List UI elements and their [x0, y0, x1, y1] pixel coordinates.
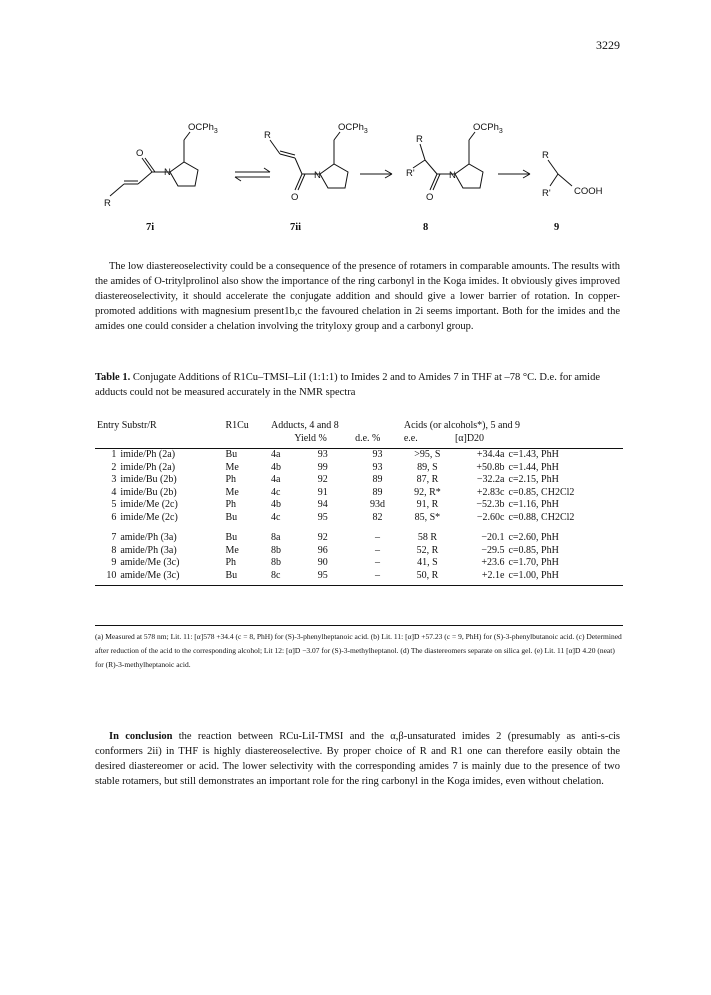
table-cell: +34.4a [476, 449, 505, 460]
col-entry-substr: Entry Substr/R [97, 420, 157, 431]
table-cell: 52, R [416, 544, 439, 556]
compound-label-8: 8 [423, 222, 429, 233]
table-cell: 82 [372, 511, 383, 523]
col-adducts: Adducts, 4 and 8 [271, 420, 339, 431]
conclusion-text: the reaction between RCu-LiI-TMSI and the α,β-unsaturated imides 2 (presumably as anti-s-cis conformers 2ii) in THF is highly diastereoselective. By proper choice of R and R1 one can therefore easily obtain the desired diastereomer or acid. The lower selectivity with the corresponding amides 7 is mainly due to the presence of two stable rotamers, but still demonstrates an important role for the ring carbonyl in the Koga imides, even without chelation. [95, 730, 621, 787]
table-cell: Bu [225, 569, 238, 581]
svg-text:R': R' [542, 188, 551, 199]
table-cell: 93 [317, 449, 328, 460]
table-cell: Ph [225, 557, 237, 568]
table-row [95, 462, 623, 475]
col-rotation: [α]D20 [454, 432, 485, 444]
table-cell: c=2.15, PhH [508, 474, 559, 485]
table-row [95, 474, 623, 487]
svg-text:N: N [449, 170, 456, 181]
table-cell: 89 [372, 486, 383, 498]
table-cell: 87, R [416, 474, 439, 485]
table-cell: 8a [271, 532, 281, 543]
table-cell: amide/Ph (3a) [120, 532, 177, 543]
col-r1cu: R1Cu [225, 420, 249, 431]
table-cell: c=0.88, CH2Cl2 [508, 511, 575, 523]
reaction-scheme [80, 110, 640, 260]
table-cell: Me [225, 544, 239, 556]
pyrrolidine-ring-7i [170, 162, 198, 186]
table-cell: 91, R [416, 499, 439, 510]
table-cell: +2.1e [481, 569, 505, 581]
pyrrolidine-ring-8 [455, 164, 483, 188]
table-cell: 93d [369, 499, 385, 510]
table-footnotes: (a) Measured at 578 nm; Lit. 11: [α]578 +34.4 (c = 8, PhH) for (S)-3-phenylheptanoic acid. (b) Lit. 11: [α]D +57.23 (c = 9, PhH) for (S)-3-phenylbutanoic acid. (c) Determined after reduction of the acid to the corresponding alcohol; Lit 12: [α]D −3.07 for (S)-3-methylheptanol. (d) The diastereomers separate on silica gel. (e) Lit. 11 [α]D 4.20 (neat) for (R)-3-methylheptanoic acid. [95, 625, 623, 672]
table-cell: +50.8b [476, 461, 505, 473]
table-row [95, 487, 623, 500]
table-cell: 92 [317, 474, 328, 485]
table-cell: c=0.85, PhH [508, 544, 559, 556]
pyrrolidine-ring-7ii [320, 164, 348, 188]
table-cell: 92, R* [414, 486, 441, 498]
table-cell: imide/Bu (2b) [120, 474, 177, 485]
table-cell: amide/Me (3c) [120, 557, 180, 568]
table-cell: Bu [225, 532, 238, 543]
table-cell: c=1.16, PhH [508, 499, 559, 510]
scheme-labels [104, 122, 603, 233]
table-cell: 89, S [417, 461, 438, 473]
col-yield: Yield % [294, 432, 327, 444]
svg-text:N: N [164, 167, 171, 178]
table-cell: 4b [271, 499, 281, 510]
table-cell: 90 [317, 557, 328, 568]
compound-label-7ii: 7ii [290, 222, 302, 233]
table-cell: 4a [271, 449, 281, 460]
table-cell: 50, R [416, 569, 439, 581]
table-cell: 4b [271, 461, 281, 473]
otrityl-label-8: OCPh$_3$ [473, 122, 503, 135]
table-cell: c=1.00, PhH [508, 569, 559, 581]
table-cell: 95 [317, 569, 328, 581]
conclusion-paragraph [95, 729, 620, 789]
table-cell: 4c [271, 486, 281, 498]
table-row [95, 532, 623, 545]
table-cell: c=1.70, PhH [508, 557, 559, 568]
svg-text:R: R [542, 150, 549, 161]
table-cell: imide/Me (2c) [120, 499, 178, 510]
table-cell: 96 [317, 544, 328, 556]
table-cell: c=1.43, PhH [508, 449, 559, 460]
table-cell: 2 [111, 461, 117, 473]
table-cell: Bu [225, 449, 238, 460]
table-cell: >95, S [414, 449, 441, 460]
table-cell: Me [225, 461, 239, 473]
table-cell: 8b [271, 557, 281, 568]
table-cell: amide/Ph (3a) [120, 544, 177, 556]
table-cell: 85, S* [414, 511, 441, 523]
table-cell: imide/Bu (2b) [120, 486, 177, 498]
svg-text:O: O [136, 148, 144, 159]
table-cell: c=2.60, PhH [508, 532, 559, 543]
amide-rows [95, 532, 623, 582]
compound-label-9: 9 [554, 222, 560, 233]
table-cell: 94 [317, 499, 328, 510]
svg-text:N: N [314, 170, 321, 181]
table-cell: 95 [317, 511, 328, 523]
table-cell: 5 [111, 499, 117, 510]
table-cell: 9 [111, 557, 117, 568]
table-cell: +23.6 [481, 557, 505, 568]
svg-text:R': R' [406, 168, 415, 179]
table-cell: +2.83c [476, 486, 505, 498]
table-cell: 4c [271, 511, 281, 523]
col-acids: Acids (or alcohols*), 5 and 9 [403, 420, 520, 431]
table-cell: 8 [111, 544, 117, 556]
table-cell: imide/Ph (2a) [120, 461, 176, 473]
table-cell: 93 [372, 449, 383, 460]
table-cell: 7 [111, 532, 117, 543]
table-cell: −29.5 [481, 544, 505, 556]
table-cell: −20.1 [481, 532, 505, 543]
table-cell: 58 R [417, 532, 437, 543]
table-cell: −32.2a [476, 474, 505, 485]
table-cell: – [374, 544, 380, 556]
svg-text:R: R [416, 134, 423, 145]
table-row [95, 545, 623, 558]
table-cell: 91 [317, 486, 328, 498]
table-cell: 8c [271, 569, 281, 581]
page-number: 3229 [596, 38, 620, 52]
table-cell: c=1.44, PhH [508, 461, 559, 473]
table-cell: 89 [372, 474, 383, 485]
table-cell: 99 [317, 461, 328, 473]
table-cell: c=0.85, CH2Cl2 [508, 486, 575, 498]
table-cell: Bu [225, 511, 238, 523]
table-cell: Ph [225, 499, 237, 510]
table-cell: 10 [106, 569, 117, 581]
table-cell: – [374, 532, 380, 543]
col-de: d.e. % [355, 432, 381, 444]
svg-text:R: R [264, 130, 271, 141]
table-cell: imide/Me (2c) [120, 511, 178, 523]
table-row [95, 499, 623, 512]
svg-text:O: O [426, 192, 434, 203]
table-cell: amide/Me (3c) [120, 569, 180, 581]
table-cell: 4a [271, 474, 281, 485]
table-cell: imide/Ph (2a) [120, 449, 176, 460]
table-row [95, 570, 623, 583]
table-cell: 93 [372, 461, 383, 473]
otrityl-label-7ii: OCPh$_3$ [338, 122, 368, 135]
table-row [95, 557, 623, 570]
table-caption [95, 370, 620, 400]
compound-label-7i: 7i [146, 222, 155, 233]
conclusion-lead: In conclusion [109, 730, 173, 742]
cooh-label: COOH [574, 186, 603, 197]
table-cell: 92 [317, 532, 328, 543]
table-cell: 3 [111, 474, 117, 485]
table-caption-label: Table 1. [95, 372, 131, 383]
table-cell: Ph [225, 474, 237, 485]
table-cell: 1 [111, 449, 117, 460]
table-row [95, 449, 623, 462]
table-row [95, 512, 623, 525]
table-cell: – [374, 569, 380, 581]
table-cell: Me [225, 486, 239, 498]
imide-rows [95, 449, 623, 525]
svg-text:R: R [104, 198, 111, 209]
table-cell: 41, S [417, 557, 438, 568]
table-cell: 8b [271, 544, 281, 556]
otrityl-label-7i: OCPh$_3$ [188, 122, 218, 135]
table-cell: 4 [111, 486, 117, 498]
results-table [95, 420, 623, 586]
table-cell: −2.60c [476, 511, 505, 523]
table-caption-text: Conjugate Additions of R1Cu–TMSI–LiI (1:1:1) to Imides 2 and to Amides 7 in THF at –78 °C. D.e. for amide adducts could not be measured accurately in the NMR spectra [95, 372, 600, 398]
table-cell: −52.3b [476, 499, 505, 510]
paragraph-rotamers: The low diastereoselectivity could be a consequence of the presence of rotamers in comparable amounts. The results with the amides of O-tritylprolinol also show the importance of the ring carbonyl in the Koga imides. It obviously gives improved diastereoselectivity, it should accelerate the conjugate addition and should give a lower barrier of rotation. In copper-promoted additions with magnesium present1b,c the favoured chelation in 2i seems important. Both for the imides and the amides one could consider a chelation involving the trityloxy group and a carbonyl group. [95, 260, 620, 332]
table-cell: – [374, 557, 380, 568]
table-cell: 6 [111, 511, 117, 523]
col-ee: e.e. [403, 432, 418, 444]
svg-text:O: O [291, 192, 299, 203]
